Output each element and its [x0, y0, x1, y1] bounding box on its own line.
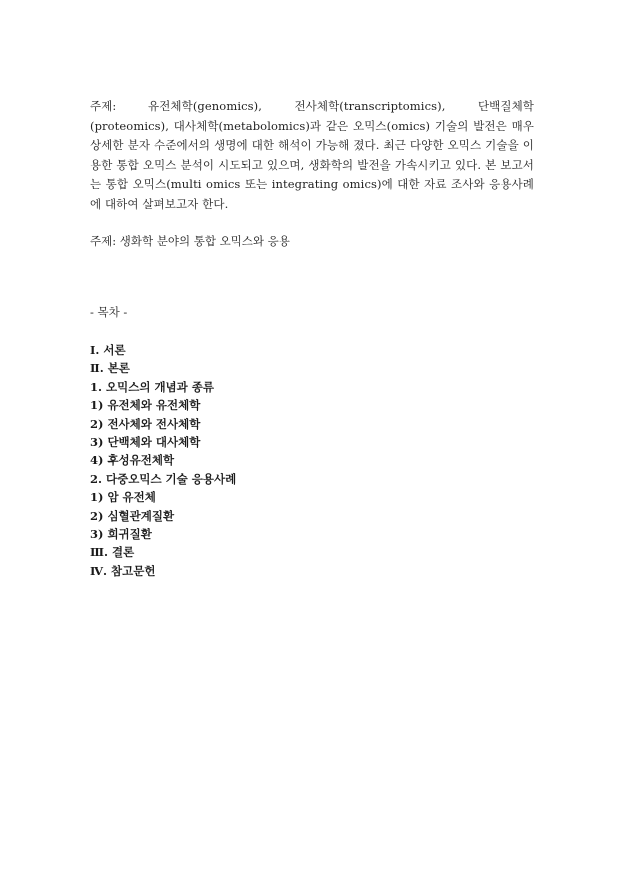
toc-item: Ⅳ. 참고문헌: [90, 563, 156, 578]
abstract-label: 주제:: [90, 99, 117, 113]
toc-item: 1) 유전체와 유전체학: [90, 398, 201, 413]
toc-item: 1) 암 유전체: [90, 490, 156, 505]
toc-item: 2) 전사체와 전사체학: [90, 416, 201, 431]
toc-item: Ⅲ. 결론: [90, 545, 135, 560]
toc-item: Ⅱ. 본론: [90, 361, 130, 376]
toc-item: 2) 심혈관계질환: [90, 508, 175, 523]
toc-item: 1. 오믹스의 개념과 종류: [90, 379, 214, 394]
toc-item: Ⅰ. 서론: [90, 343, 126, 357]
toc-title: - 목차 -: [90, 305, 128, 319]
table-of-contents: [90, 341, 236, 580]
toc-item: 2. 다중오믹스 기술 응용사례: [90, 471, 237, 486]
abstract-text: 유전체학(genomics), 전사체학(transcriptomics), 단백질체학(proteomics), 대사체학(metabolomics)과 같은 오믹스(omics) 기술의 발전은 매우 상세한 분자 수준에서의 생명에 대한 해석이 가능해 졌다. 최근 다양한 오믹스 기술을 이용한 통합 오믹스 분석이 시도되고 있으며, 생화학의 발전을 가속시키고 있다. 본 보고서는 통합 오믹스(multi omics 또는 integrating omics)에 대한 자료 조사와 응용사례에 대하여 살펴보고자 한다.: [90, 99, 534, 211]
toc-item: 4) 후성유전체학: [90, 453, 175, 468]
abstract-paragraph: [90, 97, 534, 215]
toc-item: 3) 단백체와 대사체학: [90, 435, 201, 450]
topic-line: 주제: 생화학 분야의 통합 오믹스와 응용: [90, 234, 290, 248]
toc-item: 3) 희귀질환: [90, 527, 152, 542]
